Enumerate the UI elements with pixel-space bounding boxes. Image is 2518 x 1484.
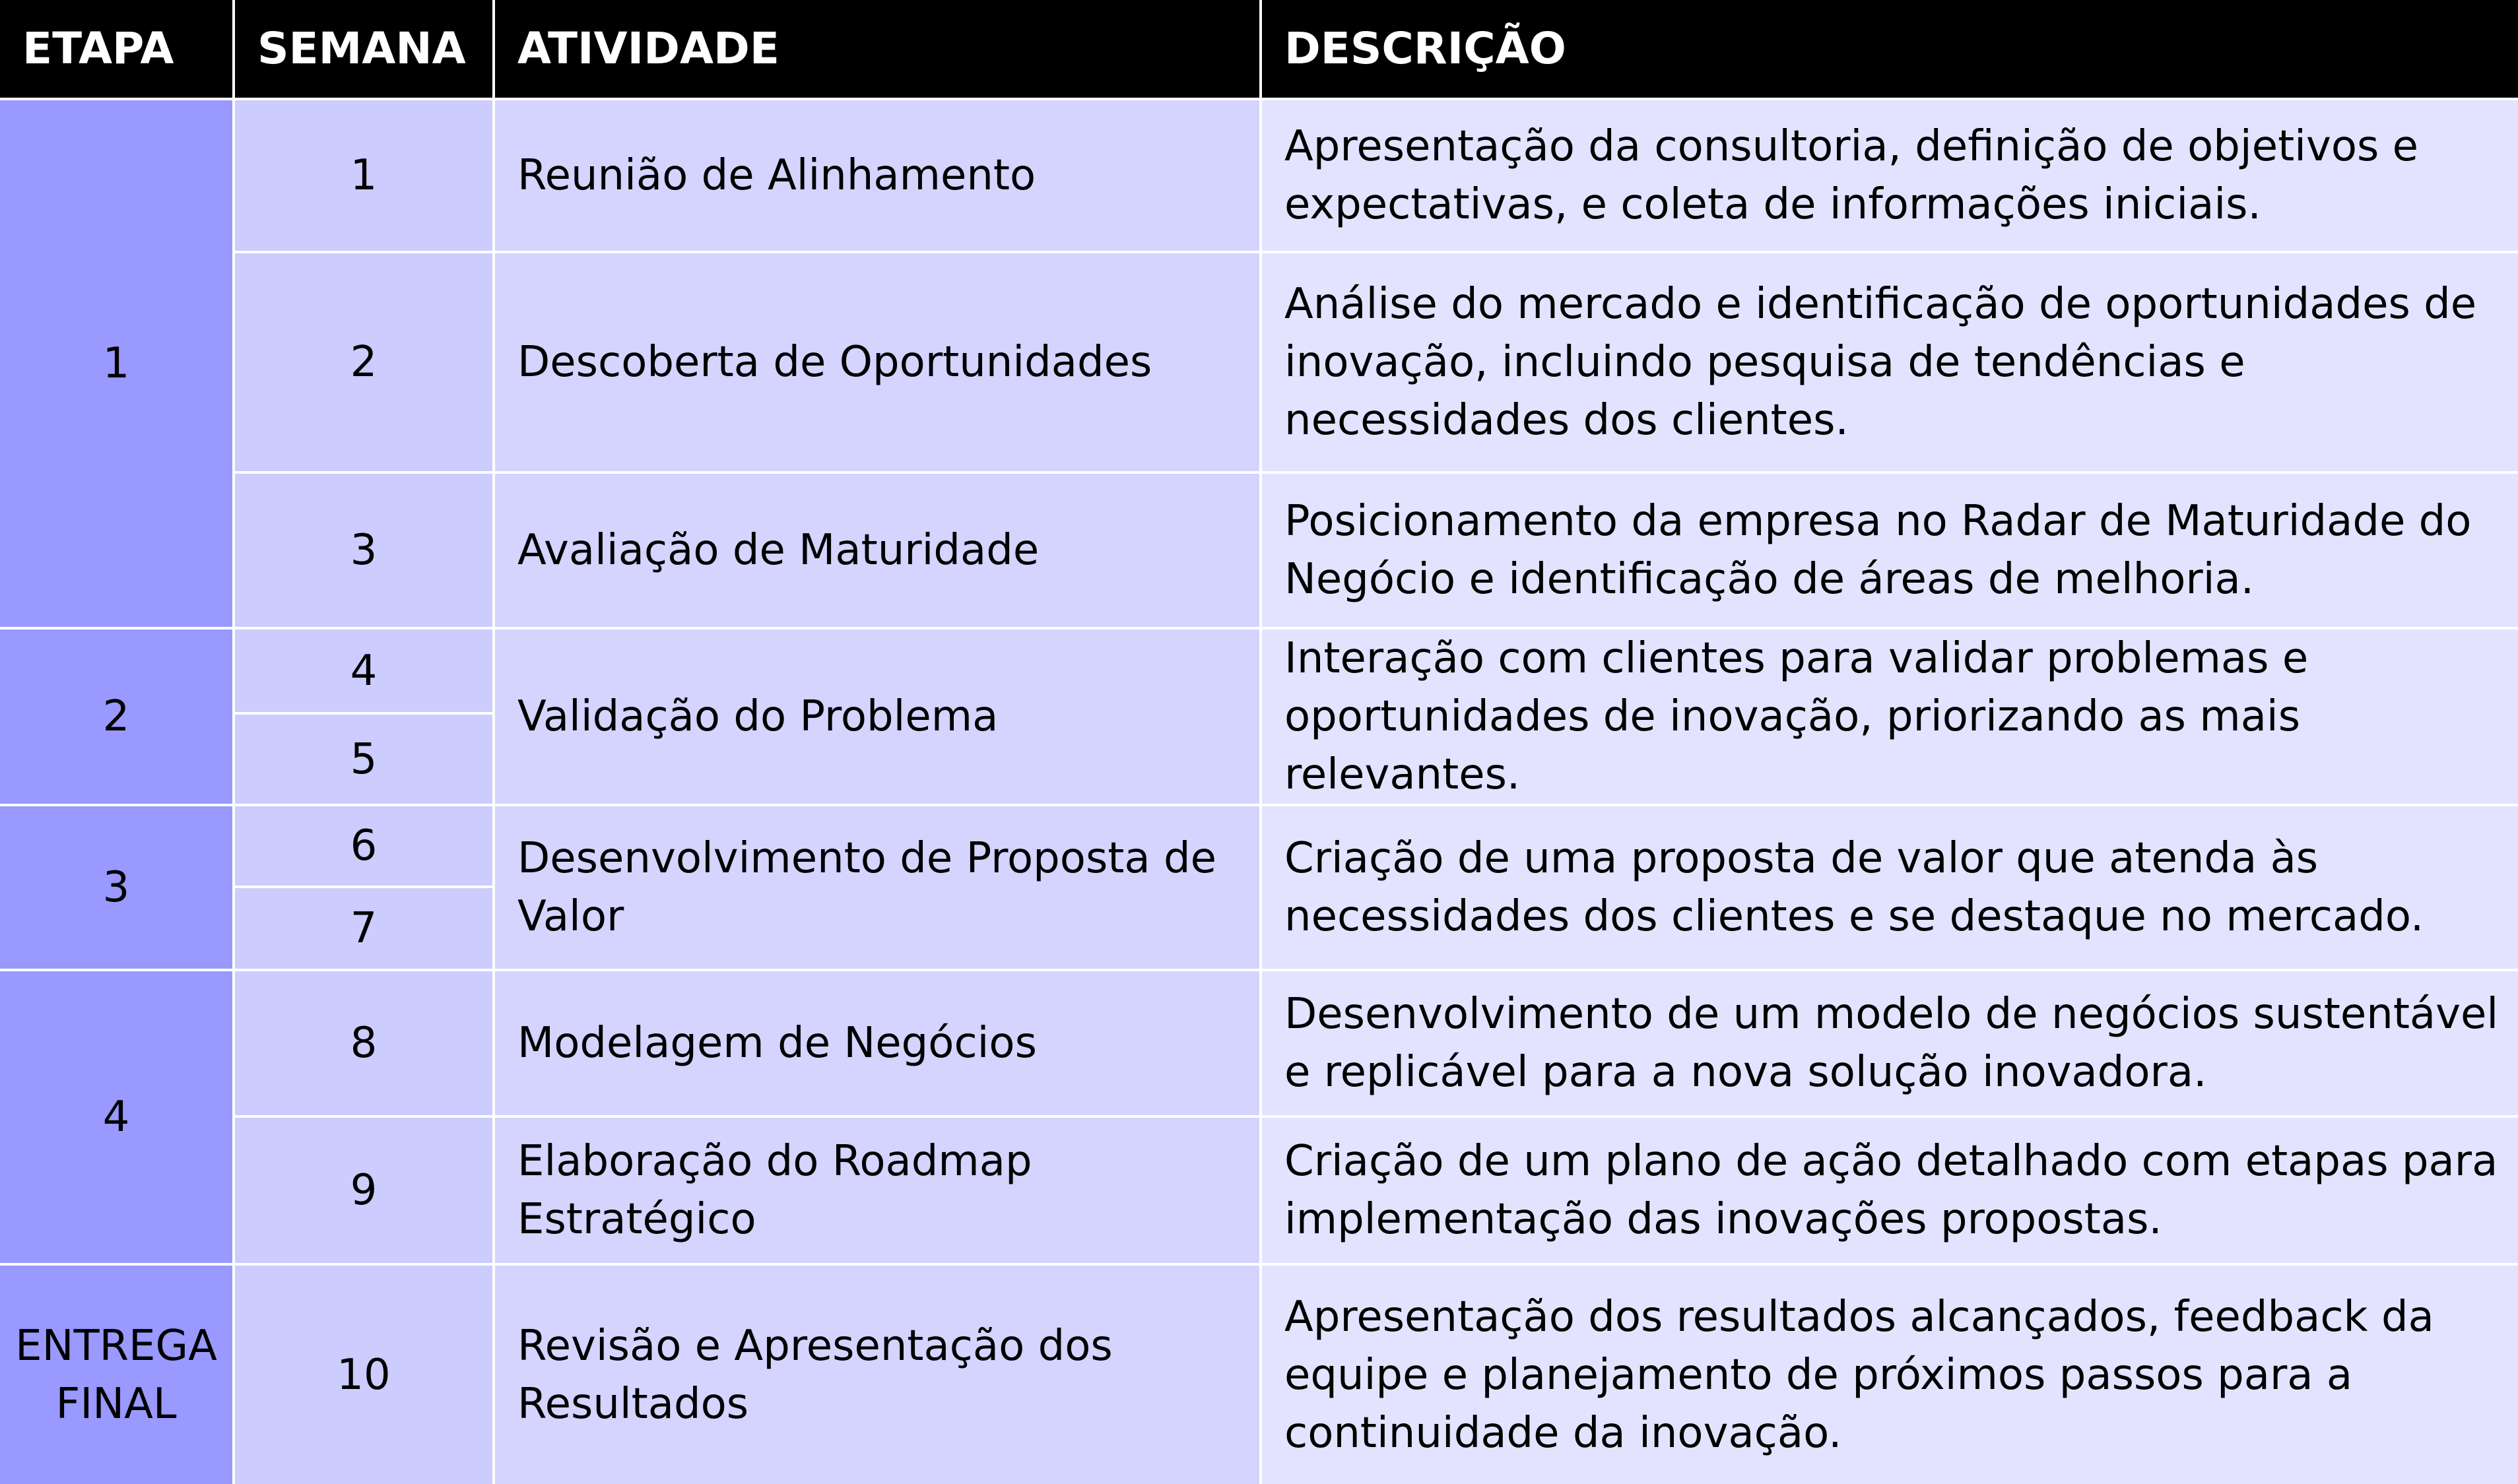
descricao-4: Interação com clientes para validar problemas e oportunidades de inovação, priorizando as mais relevantes. [1262,629,2518,804]
header-atividade: ATIVIDADE [495,0,1259,98]
atividade-reuniao-alinhamento: Reunião de Alinhamento [495,100,1259,251]
descricao-8: Apresentação dos resultados alcançados, feedback da equipe e planejamento de próximos passos para a continuidade da inovação. [1262,1266,2518,1484]
semana-8: 8 [235,971,492,1115]
atividade-roadmap-estrategico: Elaboração do Roadmap Estratégico [495,1118,1259,1263]
etapa-4: 4 [0,971,232,1263]
semana-7: 7 [235,888,492,969]
semana-6: 6 [235,806,492,886]
atividade-proposta-valor: Desenvolvimento de Proposta de Valor [495,806,1259,969]
header-etapa: ETAPA [0,0,232,98]
semana-3: 3 [235,474,492,627]
descricao-5: Criação de uma proposta de valor que atenda às necessidades dos clientes e se destaque no mercado. [1262,806,2518,969]
semana-10: 10 [235,1266,492,1484]
atividade-validacao-problema: Validação do Problema [495,629,1259,804]
atividade-revisao-apresentacao: Revisão e Apresentação dos Resultados [495,1266,1259,1484]
atividade-modelagem-negocios: Modelagem de Negócios [495,971,1259,1115]
etapa-2: 2 [0,629,232,804]
descricao-1: Apresentação da consultoria, definição de objetivos e expectativas, e coleta de informações iniciais. [1262,100,2518,251]
semana-2: 2 [235,253,492,471]
semana-9: 9 [235,1118,492,1263]
descricao-3: Posicionamento da empresa no Radar de Maturidade do Negócio e identificação de áreas de melhoria. [1262,474,2518,627]
descricao-7: Criação de um plano de ação detalhado com etapas para implementação das inovações propostas. [1262,1118,2518,1263]
descricao-2: Análise do mercado e identificação de oportunidades de inovação, incluindo pesquisa de tendências e necessidades dos clientes. [1262,253,2518,471]
semana-1: 1 [235,100,492,251]
header-semana: SEMANA [235,0,492,98]
semana-5: 5 [235,715,492,804]
atividade-avaliacao-maturidade: Avaliação de Maturidade [495,474,1259,627]
etapa-3: 3 [0,806,232,969]
atividade-descoberta-oportunidades: Descoberta de Oportunidades [495,253,1259,471]
etapa-entrega-final: ENTREGA FINAL [0,1266,232,1484]
etapa-1: 1 [0,100,232,627]
descricao-6: Desenvolvimento de um modelo de negócios sustentável e replicável para a nova solução inovadora. [1262,971,2518,1115]
semana-4: 4 [235,629,492,712]
header-descricao: DESCRIÇÃO [1262,0,2518,98]
